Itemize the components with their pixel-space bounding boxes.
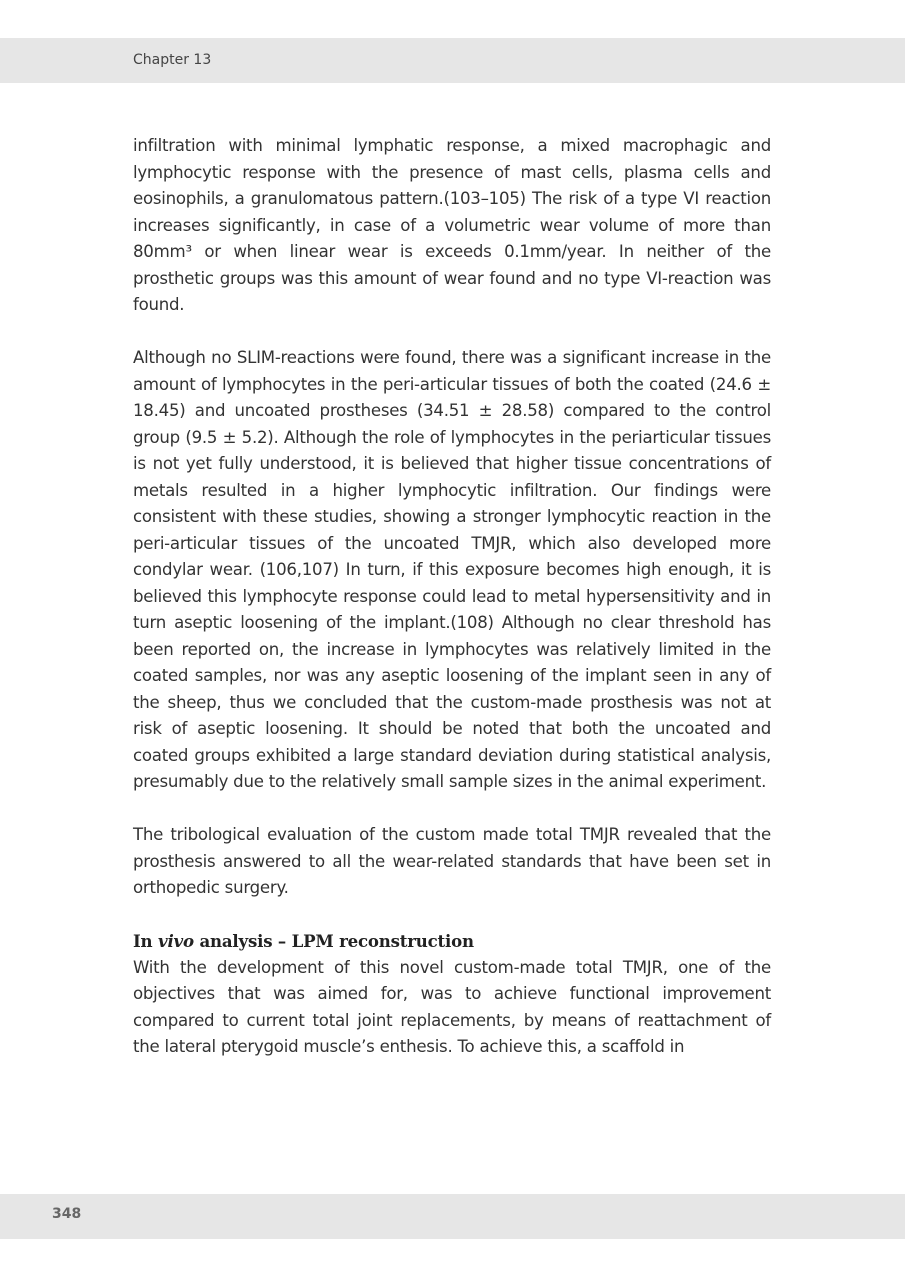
heading-italic: vivo bbox=[158, 931, 194, 951]
chapter-label: Chapter 13 bbox=[133, 52, 212, 68]
running-header bbox=[0, 38, 905, 83]
heading-suffix: analysis – LPM reconstruction bbox=[193, 931, 474, 951]
running-footer bbox=[0, 1194, 905, 1239]
section-heading bbox=[133, 928, 771, 955]
paragraph-type-vi-reaction: infiltration with minimal lymphatic response, a mixed macrophagic and lymphocytic response with the presence of mast cells, plasma cells and eosinophils, a granulomatous pattern.(103–105) The risk of a type VI reaction increases significantly, in case of a volumetric wear volume of more than 80mm³ or when linear wear is exceeds 0.1mm/year. In neither of the prosthetic groups was this amount of wear found and no type VI-reaction was found. bbox=[133, 136, 771, 314]
body-text bbox=[133, 133, 771, 1061]
paragraph-tribological-evaluation: The tribological evaluation of the custom made total TMJR revealed that the prosthesis answered to all the wear-related standards that have been set in orthopedic surgery. bbox=[133, 825, 771, 897]
page-number: 348 bbox=[52, 1206, 82, 1222]
heading-prefix: In bbox=[133, 931, 159, 951]
paragraph-lymphocytes: Although no SLIM-reactions were found, there was a significant increase in the amount of lymphocytes in the peri-articular tissues of both the coated (24.6 ± 18.45) and uncoated prostheses (34.51 ± 28.58) compared to the control group (9.5 ± 5.2). Although the role of lymphocytes in the periarticular tissues is not yet fully understood, it is believed that higher tissue concentrations of metals resulted in a higher lymphocytic infiltration. Our findings were consistent with these studies, showing a stronger lymphocytic reaction in the peri-articular tissues of the uncoated TMJR, which also developed more condylar wear. (106,107) In turn, if this exposure becomes high enough, it is believed this lymphocyte response could lead to metal hypersensitivity and in turn aseptic loosening of the implant.(108) Although no clear threshold has been reported on, the increase in lymphocytes was relatively limited in the coated samples, nor was any aseptic loosening of the implant seen in any of the sheep, thus we concluded that the custom-made prosthesis was not at risk of aseptic loosening. It should be noted that both the uncoated and coated groups exhibited a large standard deviation during statistical analysis, presumably due to the relatively small sample sizes in the animal experiment. bbox=[133, 348, 771, 791]
paragraph-lpm-reconstruction: With the development of this novel custom-made total TMJR, one of the objectives that was aimed for, was to achieve functional improvement compared to current total joint replacements, by means of reattachment of the lateral pterygoid muscle’s enthesis. To achieve this, a scaffold in bbox=[133, 957, 771, 1056]
